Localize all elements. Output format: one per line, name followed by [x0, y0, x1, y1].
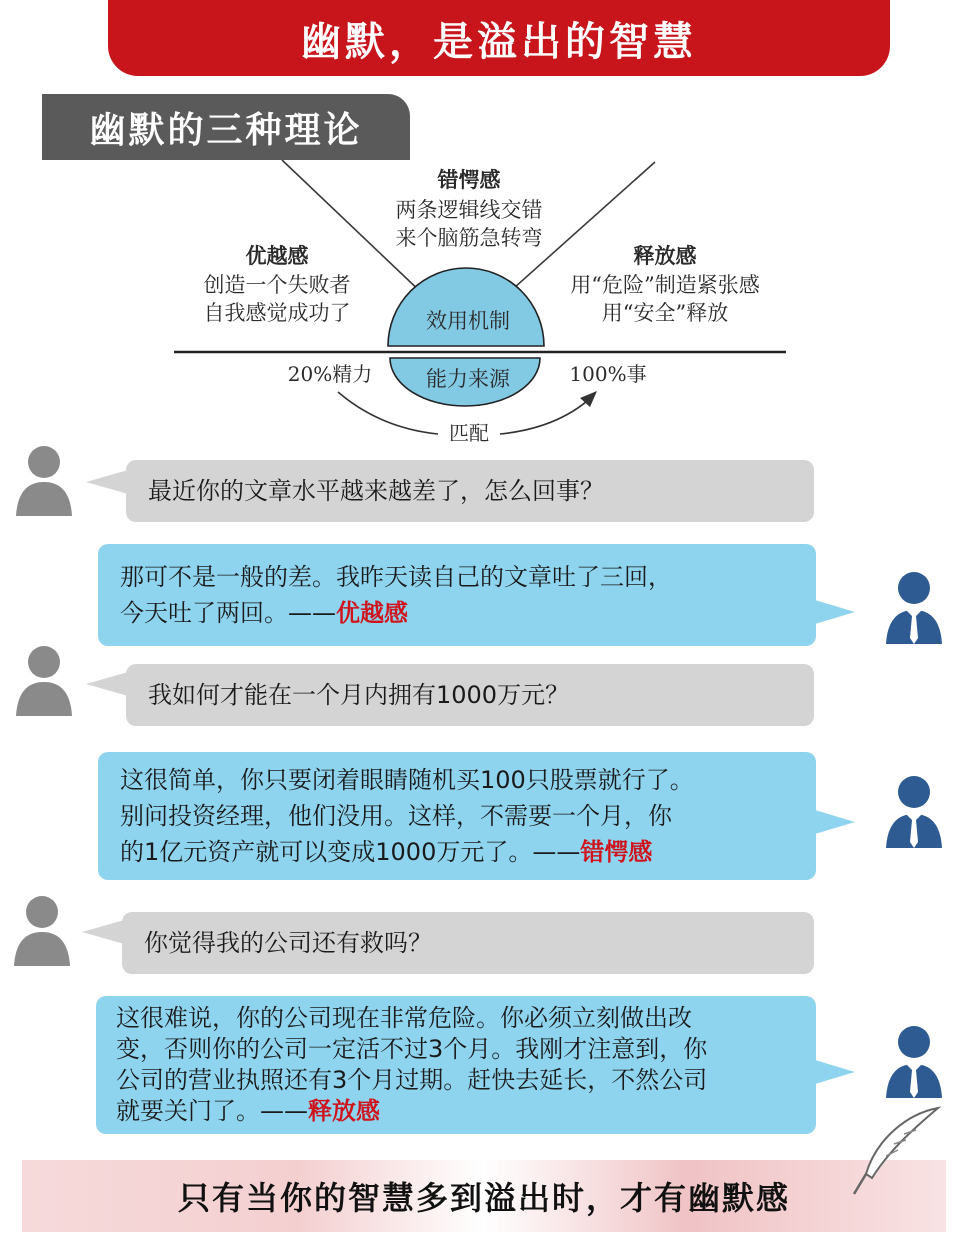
asker-avatar-icon [14, 440, 74, 520]
answer-bubble [98, 544, 816, 646]
answer-text: 那可不是一般的差。我昨天读自己的文章吐了三回， 今天吐了两回。——优越感 [120, 563, 672, 627]
responder-avatar-icon [884, 1020, 944, 1100]
match-arc-right [500, 394, 595, 434]
theory-name-surprise: 错愕感 [437, 167, 501, 192]
theory-line-superiority-1: 创造一个失败者 [203, 273, 351, 297]
center-bottom-label: 能力来源 [426, 367, 510, 391]
right-label: 100%事 [569, 362, 647, 386]
answer-text: 这很简单，你只要闭着眼睛随机买100只股票就行了。 别问投资经理，他们没用。这样，不需要一个月，你 的1亿元资产就可以变成1000万元了。——错愕感 [120, 766, 694, 866]
bubble-tail [86, 470, 128, 494]
question-text: 你觉得我的公司还有救吗？ [144, 929, 432, 957]
footer-banner [22, 1160, 946, 1232]
answer-text: 这很难说，你的公司现在非常危险。你必须立刻做出改 变，否则你的公司一定活不过3个月。我刚才注意到，你 公司的营业执照还有3个月过期。赶快去延长，不然公司 就要关门了。——释放感 [116, 1004, 708, 1125]
bubble-tail [815, 810, 855, 834]
theory-name-release: 释放感 [633, 243, 697, 268]
theory-tag: 释放感 [308, 1097, 380, 1125]
theory-line-release-1: 用“危险”制造紧张感 [570, 273, 760, 297]
quill-pen-icon [846, 1100, 946, 1200]
bubble-tail [86, 672, 128, 696]
answer-bubble [96, 996, 816, 1134]
bubble-tail [815, 600, 855, 624]
theory-line-release-2: 用“安全”释放 [601, 301, 729, 325]
bubble-tail [815, 1060, 855, 1084]
asker-avatar-icon [12, 890, 72, 970]
section-title: 幽默的三种理论 [89, 109, 363, 151]
page-title: 幽默，是溢出的智慧 [301, 18, 697, 65]
question-bubble [126, 664, 814, 726]
center-top-label: 效用机制 [426, 309, 510, 333]
theory-line-surprise-2: 来个脑筋急转弯 [395, 226, 543, 250]
theory-tag: 错愕感 [580, 838, 653, 866]
left-label: 20%精力 [287, 362, 373, 386]
diagram-top-dome [388, 268, 544, 346]
bottom-label: 匹配 [449, 421, 489, 445]
asker-avatar-icon [14, 640, 74, 720]
theory-tag: 优越感 [336, 599, 408, 627]
theory-line-superiority-2: 自我感觉成功了 [203, 301, 351, 325]
answer-bubble [98, 752, 816, 880]
responder-avatar-icon [884, 770, 944, 850]
theory-diagram [0, 0, 966, 450]
theory-name-superiority: 优越感 [245, 243, 309, 268]
responder-avatar-icon [884, 566, 944, 646]
question-bubble [126, 460, 814, 522]
question-text: 我如何才能在一个月内拥有1000万元？ [148, 681, 570, 709]
bubble-tail [82, 920, 124, 944]
question-bubble [122, 912, 814, 974]
question-text: 最近你的文章水平越来越差了，怎么回事？ [148, 477, 604, 505]
footer-text: 只有当你的智慧多到溢出时，才有幽默感 [177, 1179, 790, 1217]
theory-line-surprise-1: 两条逻辑线交错 [395, 198, 543, 222]
